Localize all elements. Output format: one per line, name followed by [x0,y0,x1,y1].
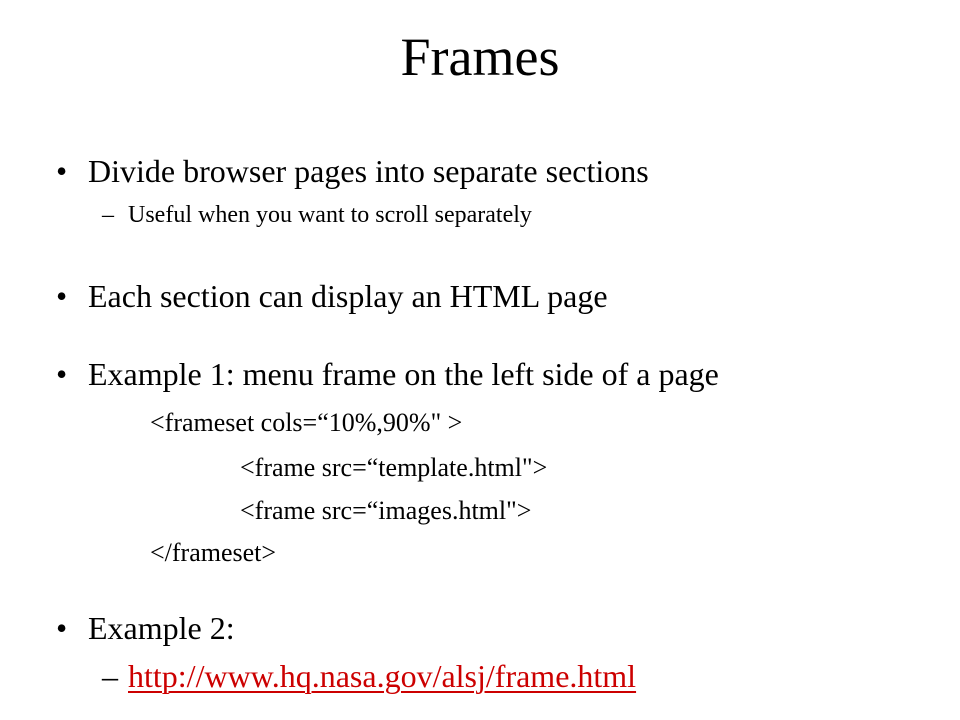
code-line-frame-images: <frame src=“images.html"> [240,496,532,525]
code-line-frameset-open: <frameset cols=“10%,90%" > [150,408,463,437]
bullet-text: Divide browser pages into separate sections [88,153,649,189]
sub-bullet-marker: – [102,658,118,694]
bullet-marker: • [56,278,68,314]
sub-bullet-marker: – [102,202,114,228]
bullet-marker: • [56,610,68,646]
code-line-frameset-close: </frameset> [150,538,277,567]
sub-bullet-text: Useful when you want to scroll separately [128,202,532,228]
nasa-frame-link[interactable]: http://www.hq.nasa.gov/alsj/frame.html [128,658,637,694]
bullet-text: Example 1: menu frame on the left side of a page [88,356,719,392]
bullet-marker: • [56,356,68,392]
slide-title: Frames [400,27,560,87]
bullet-text: Each section can display an HTML page [88,278,608,314]
bullet-text: Example 2: [88,610,235,646]
code-line-frame-template: <frame src=“template.html"> [240,453,548,482]
bullet-marker: • [56,153,68,189]
